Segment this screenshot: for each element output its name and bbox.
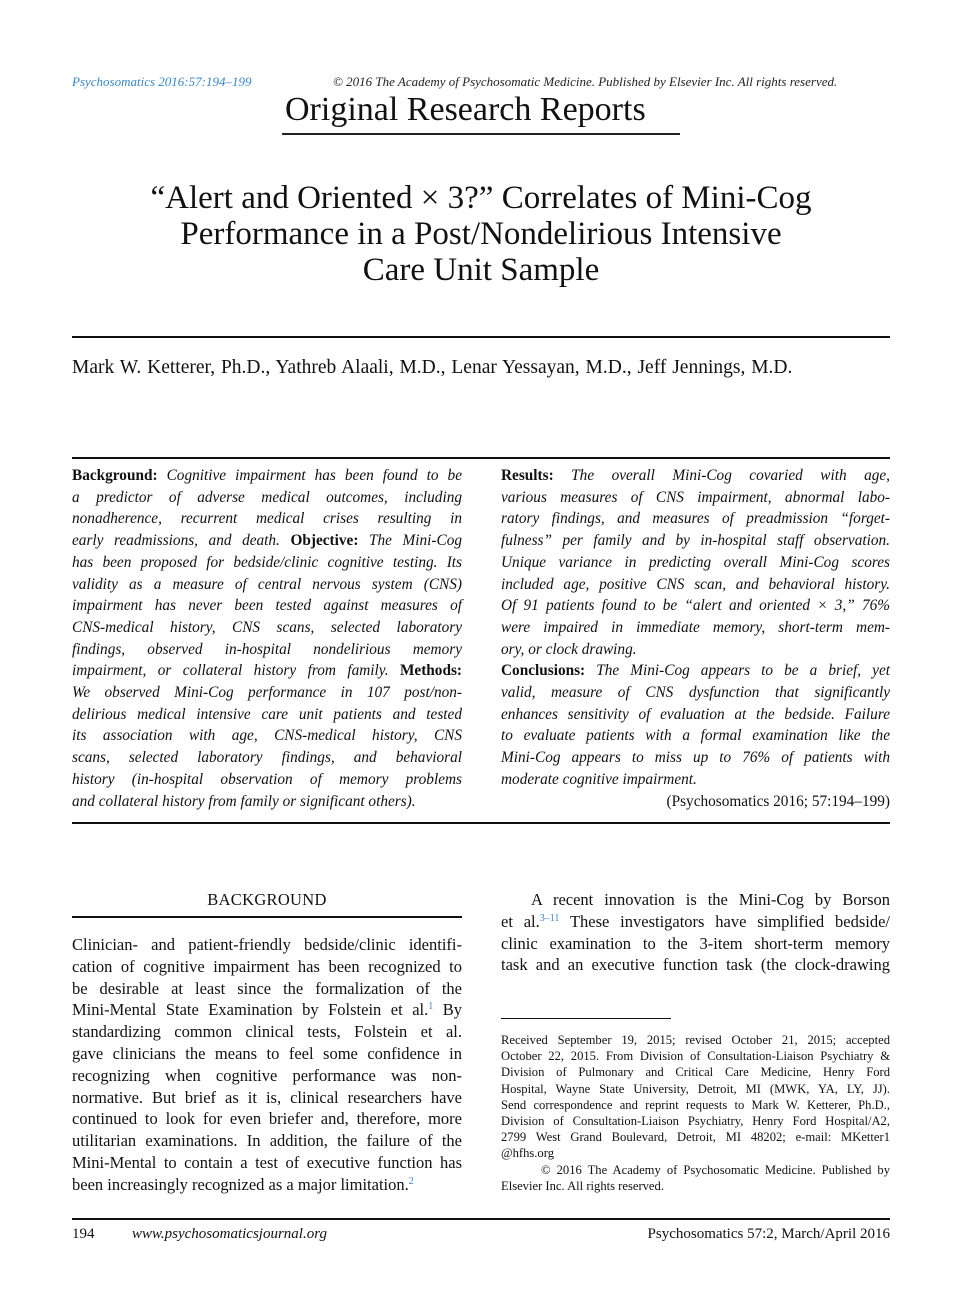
abstract-line: various measures of CNS impairment, abnormal labo-: [501, 488, 890, 506]
abstract-line: CNS-medical history, CNS scans, selected laboratory: [72, 618, 462, 636]
abstract-line: ratory findings, and measures of preadmission “forget-: [501, 510, 890, 528]
abstract-top-rule: [72, 457, 890, 459]
page-number: 194: [72, 1226, 95, 1242]
footnote-line: Received September 19, 2015; revised October 21, 2015; accepted: [501, 1033, 890, 1047]
article-title: [72, 180, 890, 288]
abstract-line: validity as a measure of central nervous system (CNS): [72, 575, 462, 593]
reference-link[interactable]: 3–11: [539, 912, 560, 924]
body-line: Mini-Mental State Examination by Folstein et al.$^1$ By: [72, 1000, 462, 1020]
issue-info: Psychosomatics 57:2, March/April 2016: [647, 1226, 890, 1242]
body-line: gave clinicians the means to feel some confidence in: [72, 1043, 462, 1063]
conclusions-label: Conclusions:: [501, 662, 586, 680]
body-line: standardizing common clinical tests, Folstein et al.: [72, 1022, 462, 1042]
abstract-line: fulness” per family and by in-hospital staff observation.: [501, 532, 890, 550]
body-line: Mini-Mental to contain a test of executive function has: [72, 1152, 462, 1172]
footnote-copyright-line: © 2016 The Academy of Psychosomatic Medicine. Published by: [541, 1162, 890, 1177]
footnote-line: 2799 West Grand Boulevard, Detroit, MI 48202; e-mail: MKetter1: [501, 1130, 890, 1145]
abstract-line: early readmissions, and death. Objective: The Mini-Cog: [72, 532, 463, 550]
abstract-line: included age, positive CNS scan, and behavioral history.: [501, 575, 890, 593]
abstract-line: Results: The overall Mini-Cog covaried with age,: [501, 467, 890, 484]
abstract-line: valid, measure of CNS dysfunction that significantly: [501, 684, 890, 702]
abstract-line: moderate cognitive impairment.: [501, 770, 697, 788]
footnote-line: Division of Consultation-Liaison Psychiatry, Henry Ford Hospital/A2,: [501, 1114, 890, 1129]
methods-label: Methods:: [399, 662, 463, 680]
footnote-line: Hospital, Wayne State University, Detroit, MI (MWK, YA, LY, JJ).: [501, 1081, 890, 1096]
abstract-line: and collateral history from family or significant others).: [72, 792, 416, 810]
body-line: utilitarian examinations. In addition, the failure of the: [72, 1131, 462, 1151]
reference-link[interactable]: 2: [408, 1175, 414, 1187]
journal-citation-link[interactable]: Psychosomatics 2016:57:194–199: [72, 74, 252, 89]
abstract-line: delirious medical intensive care unit patients and tested: [72, 705, 462, 723]
title-line: Care Unit Sample: [362, 252, 600, 288]
right-body: [501, 889, 890, 976]
abstract-line: to evaluate patients with a formal examination like the: [501, 727, 890, 745]
abstract-line: ory, or clock drawing.: [501, 640, 637, 658]
abstract-bottom-rule: [72, 822, 890, 824]
footer-rule: [72, 1218, 890, 1220]
footnote-rule: [501, 1018, 671, 1019]
abstract-line: its association with age, CNS-medical history, CNS: [72, 727, 462, 745]
body-line: cation of cognitive impairment has been recognized to: [72, 956, 462, 976]
abstract-line: impairment, or collateral history from family. Methods:: [72, 662, 463, 680]
body-line: clinic examination to the 3-item short-term memory: [501, 933, 890, 953]
body-line: been increasingly recognized as a major limitation.$^2$: [72, 1174, 414, 1194]
title-line: “Alert and Oriented × 3?” Correlates of Mini-Cog: [150, 180, 812, 216]
abstract-line: were impaired in immediate memory, short-term mem-: [501, 618, 890, 636]
abstract-line: has been proposed for bedside/clinic cognitive testing. Its: [72, 553, 462, 571]
article-footnote: [501, 1032, 890, 1194]
title-line: Performance in a Post/Nondelirious Intensive: [180, 216, 782, 252]
body-line: A recent innovation is the Mini-Cog by Borson: [531, 890, 890, 909]
abstract-line: Conclusions: The Mini-Cog appears to be a brief, yet: [501, 662, 890, 680]
background-label: Background:: [72, 467, 158, 484]
abstract-line: impairment has never been tested against measures of: [72, 597, 462, 615]
footnote-line: Send correspondence and reprint requests to Mark W. Ketterer, Ph.D.,: [501, 1097, 890, 1112]
abstract-line: Of 91 patients found to be “alert and oriented × 3,” 76%: [501, 597, 890, 615]
footnote-line: Division of Pulmonary and Critical Care Medicine, Henry Ford: [501, 1065, 890, 1080]
body-line: Clinician- and patient-friendly bedside/clinic identifi-: [72, 935, 462, 954]
section-underline: [282, 133, 680, 135]
abstract-line: Mini-Cog appears to miss up to 76% of patients with: [501, 749, 890, 767]
abstract-line: findings, observed in-hospital nondelirious memory: [72, 640, 462, 658]
title-divider: [72, 336, 890, 338]
abstract-left-column: [72, 465, 462, 812]
abstract-line: scans, selected laboratory findings, and behavioral: [72, 749, 462, 767]
background-heading-rule: [72, 916, 462, 918]
abstract-right-column: [501, 465, 890, 812]
abstract-line: enhances sensitivity of evaluation at the bedside. Failure: [501, 705, 890, 723]
abstract-line: a predictor of adverse medical outcomes, including: [72, 488, 462, 506]
body-line: recognizing when cognitive performance was non-: [72, 1065, 462, 1085]
background-body: [72, 934, 462, 1196]
background-heading: BACKGROUND: [207, 890, 327, 909]
abstract-line: nonadherence, recurrent medical crises resulting in: [72, 510, 462, 528]
objective-label: Objective:: [290, 532, 359, 550]
body-line: continued to look for even briefer and, therefore, more: [72, 1109, 462, 1129]
abstract-line: We observed Mini-Cog performance in 107 post/non-: [72, 684, 462, 702]
author-list: Mark W. Ketterer, Ph.D., Yathreb Alaali, M.D., Lenar Yessayan, M.D., Jeff Jennings, M.D.: [72, 357, 793, 378]
footnote-copyright-line: Elsevier Inc. All rights reserved.: [501, 1178, 664, 1193]
journal-url-link[interactable]: www.psychosomaticsjournal.org: [132, 1226, 328, 1242]
footnote-line: @hfhs.org: [501, 1146, 554, 1161]
section-heading: Original Research Reports: [285, 91, 646, 128]
abstract-line: Background: Cognitive impairment has been found to be: [72, 467, 462, 484]
abstract-line: history (in-hospital observation of memory problems: [72, 770, 462, 788]
copyright-header: © 2016 The Academy of Psychosomatic Medicine. Published by Elsevier Inc. All rights reserved.: [333, 74, 838, 89]
body-line: task and an executive function task (the clock-drawing: [501, 955, 890, 975]
results-label: Results:: [501, 467, 554, 484]
footnote-line: October 22, 2015. From Division of Consultation-Liaison Psychiatry &: [501, 1049, 890, 1064]
body-line: et al.$^{3-11}$ These investigators have simplified bedside/: [501, 911, 890, 931]
abstract-line: Unique variance in predicting overall Mini-Cog scores: [501, 553, 890, 571]
abstract-citation: (Psychosomatics 2016; 57:194–199): [666, 792, 890, 810]
reference-link[interactable]: 1: [428, 1001, 434, 1013]
body-line: be desirable at least since the formalization of the: [72, 978, 462, 998]
body-line: normative. But brief as it is, clinical researchers have: [72, 1087, 462, 1107]
